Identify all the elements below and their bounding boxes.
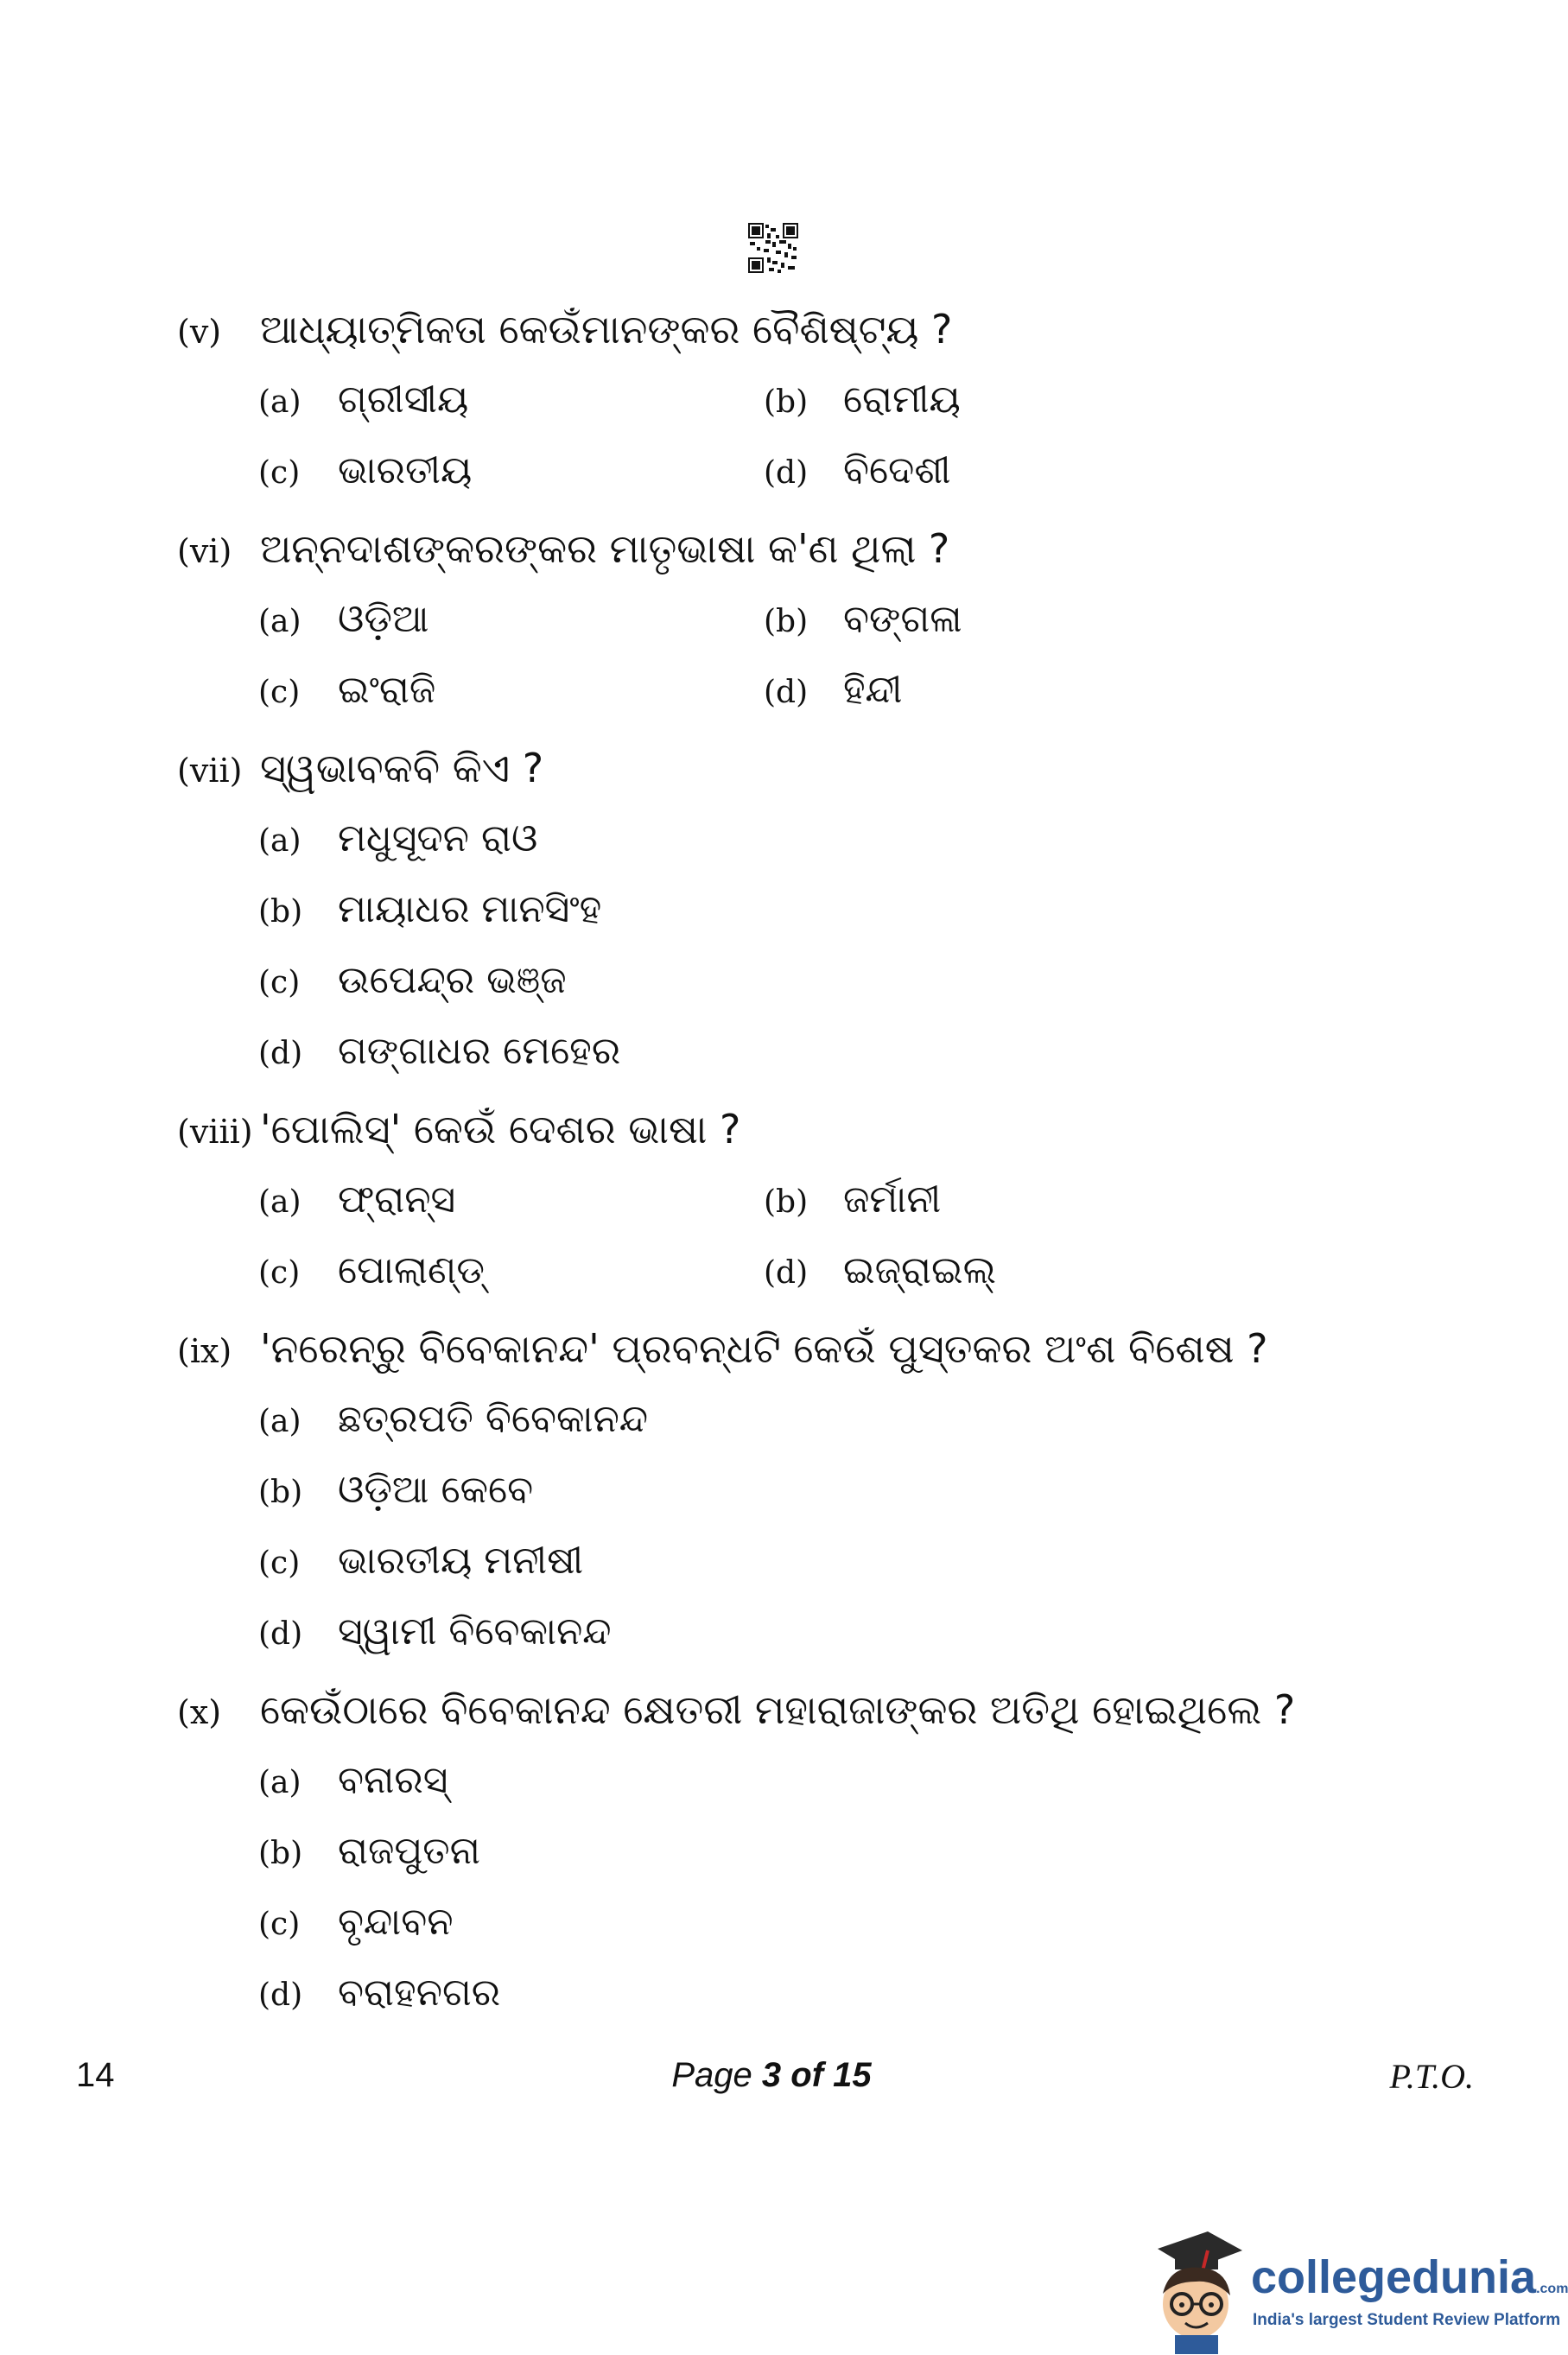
question-10 [177,1674,1387,2028]
option-label: (a) [258,604,302,639]
option-label: (b) [258,1475,303,1510]
option-text: ବିଦେଶୀ [843,448,951,492]
option-label: (c) [258,1546,301,1581]
question-6 [177,513,1387,726]
question-list [177,294,1387,2035]
option-text: ଭାରତୀୟ ମନୀଷୀ [338,1539,584,1583]
question-number: (ix) [177,1332,232,1370]
option-d [258,1596,1387,1667]
option-label: (b) [764,1184,809,1220]
option-c [258,435,764,506]
option-label: (b) [764,604,809,639]
mascot-icon [1140,2225,1253,2354]
option-label: (c) [258,1255,301,1291]
page-current: 3 [761,2056,782,2094]
question-number: (viii) [177,1113,253,1151]
option-label: (a) [258,1184,302,1220]
question-text: ସ୍ୱଭାବକବି କିଏ ? [260,745,544,791]
question-number: (v) [177,313,222,351]
option-label: (d) [258,1036,303,1071]
option-label: (a) [258,384,302,420]
page-total: 15 [833,2056,872,2094]
option-d [764,435,1269,506]
question-text: କେଉଁଠାରେ ବିବେକାନନ୍ଦ କ୍ଷେତରୀ ମହାରାଜାଙ୍କର ଅତିଥି ହୋଇଥିଲେ ? [260,1686,1296,1733]
option-label: (a) [258,823,302,859]
option-text: ପୋଲାଣ୍ଡ୍ [338,1248,485,1292]
option-text: ଭାରତୀୟ [338,448,473,492]
option-text: ଇଜ୍ରାଇଲ୍ [843,1248,996,1292]
option-text: ଫ୍ରାନ୍ସ [338,1178,456,1222]
logo-wordmark [1251,2250,1568,2304]
option-label: (c) [258,1907,301,1942]
option-a [258,1165,764,1235]
option-label: (a) [258,1404,302,1439]
question-text: 'ପୋଲିସ୍' କେଉଁ ଦେଶର ଭାଷା ? [260,1106,741,1152]
option-d [258,1016,1387,1087]
logo-tagline: India's largest Student Review Platform [1253,2311,1561,2329]
option-label: (c) [258,675,301,710]
option-text: ବରାହନଗର [338,1971,501,2015]
page-indicator [0,2056,1543,2095]
option-label: (d) [764,455,809,491]
option-label: (d) [258,1977,303,2013]
option-b [258,874,1387,945]
option-label: (b) [258,1836,303,1871]
option-c [258,945,1387,1016]
option-label: (d) [258,1616,303,1652]
option-text: ମାୟାଧର ମାନସିଂହ [338,887,602,931]
option-text: ଜର୍ମାନୀ [843,1178,942,1222]
option-text: ବନାରସ୍ [338,1758,448,1802]
option-d [764,655,1269,726]
option-text: ବୃନ୍ଦାବନ [338,1900,454,1944]
option-text: ଗ୍ରୀସୀୟ [338,378,469,422]
option-c [258,655,764,726]
question-text: ଆଧ୍ୟାତ୍ମିକତା କେଉଁମାନଙ୍କର ବୈଶିଷ୍ଟ୍ୟ ? [260,306,953,352]
logo-name: collegedunia [1251,2251,1537,2303]
collegedunia-logo[interactable] [1140,2225,1568,2354]
option-text: ବଙ୍ଗଳା [843,597,962,641]
option-a [258,1745,1387,1816]
question-number: (vii) [177,752,243,790]
question-8 [177,1094,1387,1306]
option-text: ଇଂରାଜି [338,668,436,712]
option-text: ରାଜପୁତନା [338,1829,481,1873]
option-label: (d) [764,1255,809,1291]
option-label: (c) [258,965,301,1000]
option-label: (b) [764,384,809,420]
option-text: ରୋମୀୟ [843,378,961,422]
option-a [258,365,764,435]
option-text: ଓଡ଼ିଆ [338,597,429,641]
option-a [258,803,1387,874]
question-text: 'ନରେନ୍‌ରୁ ବିବେକାନନ୍ଦ' ପ୍ରବନ୍ଧଟି କେଉଁ ପୁସ୍ତକର ଅଂଶ ବିଶେଷ ? [260,1325,1268,1372]
option-label: (b) [258,894,303,930]
option-d [764,1235,1269,1306]
question-number: (x) [177,1693,222,1731]
pto-label: P.T.O. [1389,2057,1474,2096]
option-text: ଉପେନ୍ଦ୍ର ଭଞ୍ଜ [338,958,567,1002]
option-text: ଓଡ଼ିଆ କେବେ [338,1468,534,1512]
option-b [764,365,1269,435]
option-b [764,584,1269,655]
option-label: (d) [764,675,809,710]
page-of: of [790,2056,824,2094]
option-text: ସ୍ୱାମୀ ବିବେକାନନ୍ଦ [338,1609,612,1654]
question-number: (vi) [177,532,232,570]
option-c [258,1235,764,1306]
logo-suffix: .com [1536,2282,1568,2296]
question-text: ଅନ୍ନଦାଶଙ୍କରଙ୍କର ମାତୃଭାଷା କ'ଣ ଥିଲା ? [260,525,950,572]
option-b [258,1455,1387,1526]
question-9 [177,1313,1387,1667]
option-text: ହିନ୍ଦୀ [843,668,903,712]
qr-code [748,223,798,273]
option-b [764,1165,1269,1235]
option-d [258,1958,1387,2028]
option-text: ଛତ୍ରପତି ବିବେକାନନ୍ଦ [338,1397,648,1441]
question-7 [177,733,1387,1087]
option-text: ମଧୁସୂଦନ ରାଓ [338,816,538,860]
option-b [258,1816,1387,1887]
option-a [258,1384,1387,1455]
option-c [258,1526,1387,1596]
option-label: (c) [258,455,301,491]
option-c [258,1887,1387,1958]
question-5 [177,294,1387,506]
option-a [258,584,764,655]
option-label: (a) [258,1765,302,1800]
option-text: ଗଙ୍ଗାଧର ମେହେର [338,1029,621,1073]
page-code: 14 [76,2056,115,2094]
page-word: Page [671,2056,752,2094]
